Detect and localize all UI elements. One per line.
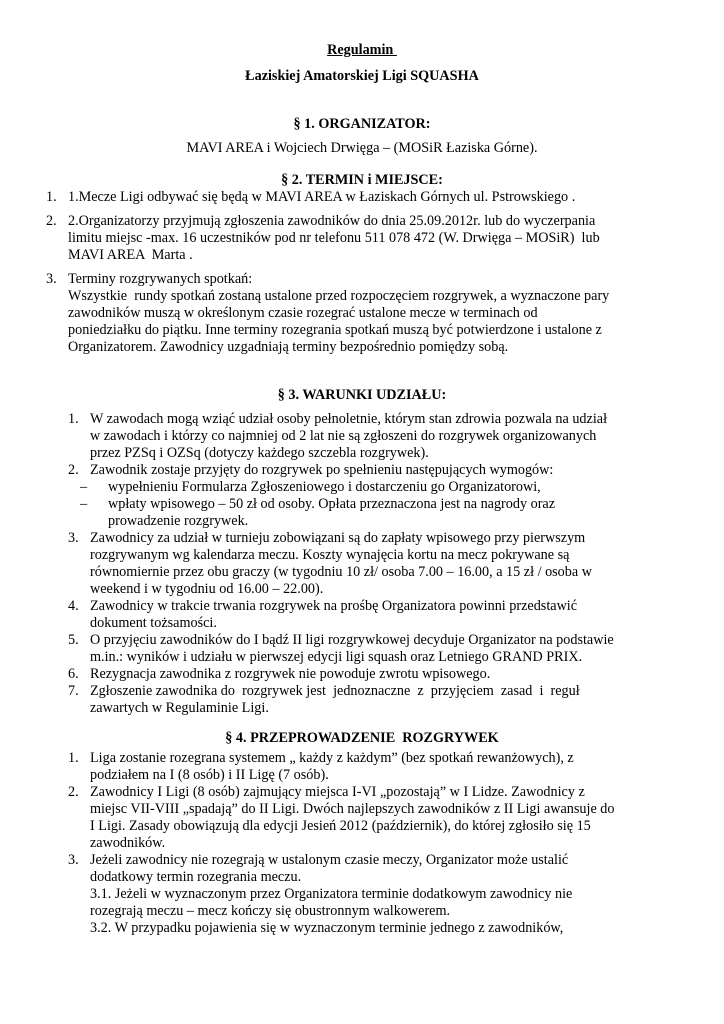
s4-item2-line3: I Ligi. Zasady obowiązują dla edycji Jesień 2012 (październik), do której zgłosiło się 15 (90, 818, 591, 834)
s3-item1-line3: przez PZSq i OZSq (dotyczy każdego szczebla rozgrywek). (90, 445, 429, 461)
s2-item3-line1: Terminy rozgrywanych spotkań: (68, 271, 253, 287)
s4-item3-line2: dodatkowy termin rozegrania meczu. (90, 869, 302, 885)
s2-item1-number: 1. (46, 189, 57, 205)
s3-item6-line1: Rezygnacja zawodnika z rozgrywek nie powoduje zwrotu wpisowego. (90, 666, 491, 682)
s4-item3-line3: 3.1. Jeżeli w wyznaczonym przez Organizatora terminie dodatkowym zawodnicy nie (90, 886, 573, 902)
doc-title-line2: Łaziskiej Amatorskiej Ligi SQUASHA (245, 68, 479, 84)
s2-item3-line3: zawodników muszą w określonym czasie rozegrać ustalone mecze w terminach od (68, 305, 538, 321)
s3-item5-number: 5. (68, 632, 79, 648)
s3-item4-line1: Zawodnicy w trakcie trwania rozgrywek na prośbę Organizatora powinni przedstawić (90, 598, 578, 614)
s2-item2-number: 2. (46, 213, 57, 229)
s3-item1-line1: W zawodach mogą wziąć udział osoby pełnoletnie, którym stan zdrowia pozwala na udział (90, 411, 608, 427)
s4-item3-line1: Jeżeli zawodnicy nie rozegrają w ustalonym czasie meczy, Organizator może ustalić (90, 852, 569, 868)
s4-item2-number: 2. (68, 784, 79, 800)
s3-item1-line2: w zawodach i którzy co najmniej od 2 lat nie są zgłoszeni do rozgrywek organizowanych (90, 428, 597, 444)
s4-item3-number: 3. (68, 852, 79, 868)
s3-item3-line3: równomiernie przez obu graczy (w tygodniu 10 zł/ osoba 7.00 – 16.00, a 15 zł / osoba w (90, 564, 592, 580)
s4-item2-line2: miejsc VII-VIII „spadają” do II Ligi. Dwóch najlepszych zawodników z II Ligi awansuje do (90, 801, 615, 817)
s4-item3-line5: 3.2. W przypadku pojawienia się w wyznaczonym terminie jednego z zawodników, (90, 920, 564, 936)
section3-heading: § 3. WARUNKI UDZIAŁU: (277, 387, 447, 403)
s4-item2-line1: Zawodnicy I Ligi (8 osób) zajmujący miejsca I-VI „pozostają” w I Lidze. Zawodnicy z (90, 784, 585, 800)
s3-subitem2-line1: wpłaty wpisowego – 50 zł od osoby. Opłata przeznaczona jest na nagrody oraz (108, 496, 556, 512)
s2-item2-line2: limitu miejsc -max. 16 uczestników pod nr telefonu 511 078 472 (W. Drwięga – MOSiR) lub (68, 230, 600, 246)
s3-dash2: – (80, 496, 88, 512)
s2-item3-line4: poniedziałku do piątku. Inne terminy rozegrania spotkań muszą być potwierdzone i ustalone z (68, 322, 602, 338)
s3-item5-line2: m.in.: wyników i udziału w pierwszej edycji ligi squash oraz Letniego GRAND PRIX. (90, 649, 583, 665)
s3-item2-number: 2. (68, 462, 79, 478)
s3-item3-line2: rozgrywanym wg kalendarza meczu. Koszty wynajęcia kortu na mecz pokrywane są (90, 547, 570, 563)
s3-item7-line1: Zgłoszenie zawodnika do rozgrywek jest jednoznaczne z przyjęciem zasad i reguł (90, 683, 580, 699)
s3-item3-number: 3. (68, 530, 79, 546)
s2-item3-line2: Wszystkie rundy spotkań zostaną ustalone przed rozpoczęciem rozgrywek, a wyznaczone pary (68, 288, 610, 304)
s3-item6-number: 6. (68, 666, 79, 682)
s3-subitem1: wypełnieniu Formularza Zgłoszeniowego i dostarczeniu go Organizatorowi, (108, 479, 541, 495)
s4-item2-line4: zawodników. (90, 835, 166, 851)
s2-item3-line5: Organizatorem. Zawodnicy uzgadniają terminy bezpośrednio pomiędzy sobą. (68, 339, 509, 355)
s3-item4-line2: dokument tożsamości. (90, 615, 217, 631)
s2-item1: 1.Mecze Ligi odbywać się będą w MAVI AREA w Łaziskach Górnych ul. Pstrowskiego . (68, 189, 576, 205)
s3-item2-line1: Zawodnik zostaje przyjęty do rozgrywek po spełnieniu następujących wymogów: (90, 462, 554, 478)
s4-item1-line1: Liga zostanie rozegrana systemem „ każdy z każdym” (bez spotkań rewanżowych), z (90, 750, 574, 766)
s3-item3-line4: weekend i w tygodniu od 16.00 – 22.00). (90, 581, 324, 597)
s3-item3-line1: Zawodnicy za udział w turnieju zobowiązani są do zapłaty wpisowego przy pierwszym (90, 530, 586, 546)
section1-heading: § 1. ORGANIZATOR: (293, 116, 431, 132)
s3-subitem2-line2: prowadzenie rozgrywek. (108, 513, 249, 529)
s3-dash1: – (80, 479, 88, 495)
section4-heading: § 4. PRZEPROWADZENIE ROZGRYWEK (225, 730, 499, 746)
section2-heading: § 2. TERMIN i MIEJSCE: (281, 172, 443, 188)
s3-item4-number: 4. (68, 598, 79, 614)
s2-item3-number: 3. (46, 271, 57, 287)
s2-item2-line1: 2.Organizatorzy przyjmują zgłoszenia zawodników do dnia 25.09.2012r. lub do wyczerpania (68, 213, 596, 229)
s3-item5-line1: O przyjęciu zawodników do I bądź II ligi rozgrywkowej decyduje Organizator na podstawie (90, 632, 614, 648)
s4-item3-line4: rozegrają meczu – mecz kończy się obustronnym walkowerem. (90, 903, 451, 919)
s3-item7-line2: zawartych w Regulaminie Ligi. (90, 700, 269, 716)
section1-text: MAVI AREA i Wojciech Drwięga – (MOSiR Łaziska Górne). (186, 140, 538, 156)
s2-item2-line3: MAVI AREA Marta . (68, 247, 193, 263)
s4-item1-line2: podziałem na I (8 osób) i II Ligę (7 osób). (90, 767, 329, 783)
s4-item1-number: 1. (68, 750, 79, 766)
doc-title-line1: Regulamin (327, 42, 397, 58)
s3-item7-number: 7. (68, 683, 79, 699)
s3-item1-number: 1. (68, 411, 79, 427)
